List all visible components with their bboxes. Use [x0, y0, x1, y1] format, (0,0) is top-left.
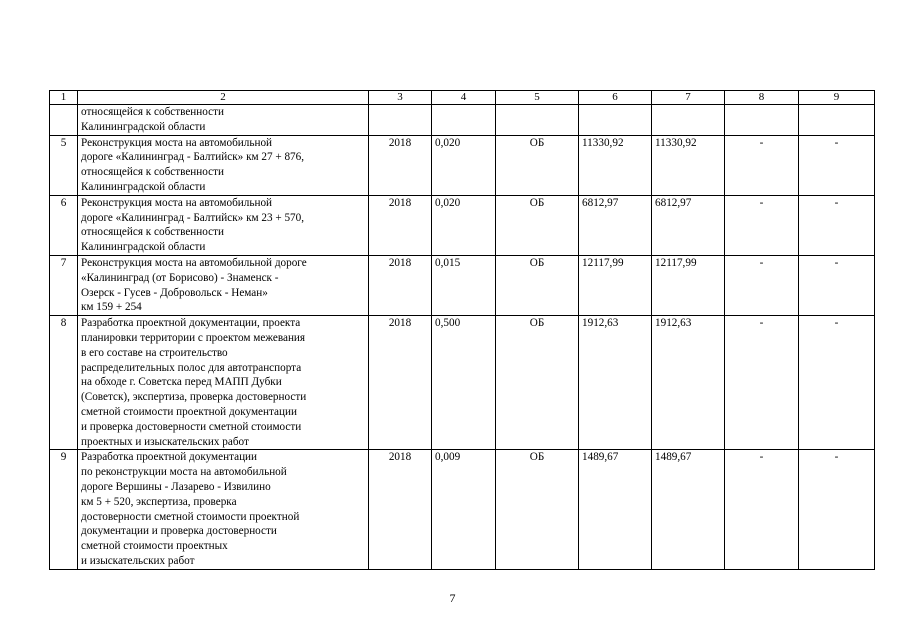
row-col9: - [799, 316, 875, 450]
row-description [78, 255, 369, 315]
row-number: 5 [50, 135, 78, 195]
row-number: 7 [50, 255, 78, 315]
row-source: ОБ [496, 195, 579, 255]
row-source: ОБ [496, 255, 579, 315]
description-line: проектных и изыскательских работ [81, 435, 249, 448]
row-col9: - [799, 255, 875, 315]
row-description [78, 105, 369, 136]
column-header: 3 [369, 91, 432, 105]
page-number: 7 [449, 591, 456, 605]
description-line: Разработка проектной документации, проекта [81, 317, 301, 330]
row-col6: 12117,99 [579, 255, 652, 315]
row-col7: 1912,63 [652, 316, 725, 450]
column-header: 6 [579, 91, 652, 105]
description-line: достоверности сметной стоимости проектной [81, 510, 300, 523]
column-header: 2 [78, 91, 369, 105]
description-line: «Калининград (от Борисово) - Знаменск - [81, 271, 279, 284]
row-col7: 12117,99 [652, 255, 725, 315]
row-year: 2018 [369, 195, 432, 255]
description-line: сметной стоимости проектных [81, 540, 228, 553]
description-line: Реконструкция моста на автомобильной [81, 136, 273, 149]
row-number: 6 [50, 195, 78, 255]
table-row [50, 450, 875, 569]
row-source: ОБ [496, 135, 579, 195]
row-col4: 0,009 [432, 450, 496, 569]
description-line: Калининградской области [81, 180, 206, 193]
description-line: Разработка проектной документации [81, 451, 258, 464]
row-year: 2018 [369, 255, 432, 315]
column-header: 7 [652, 91, 725, 105]
row-col4: 0,015 [432, 255, 496, 315]
description-line: относящейся к собственности [81, 166, 224, 179]
description-line: дороге Вершины - Лазарево - Извилино [81, 480, 271, 493]
description-line: и проверка достоверности сметной стоимости [81, 420, 302, 433]
row-col9: - [799, 135, 875, 195]
description-line: и изыскательских работ [81, 554, 195, 567]
description-line: в его составе на строительство [81, 346, 228, 359]
row-description [78, 450, 369, 569]
row-col8: - [725, 135, 799, 195]
data-table [49, 90, 875, 570]
table-row [50, 316, 875, 450]
description-line: относящейся к собственности [81, 106, 224, 118]
column-header: 5 [496, 91, 579, 105]
row-col8: - [725, 450, 799, 569]
row-source: ОБ [496, 316, 579, 450]
description-line: дороге «Калининград - Балтийск» км 27 + 876, [81, 151, 305, 164]
row-number [50, 105, 78, 136]
table-row [50, 135, 875, 195]
row-description [78, 316, 369, 450]
row-col8: - [725, 255, 799, 315]
description-line: Озерск - Гусев - Добровольск - Неман» [81, 286, 268, 299]
description-line: относящейся к собственности [81, 226, 224, 239]
row-col9 [799, 105, 875, 136]
description-line: распределительных полос для автотранспорта [81, 361, 302, 374]
row-number: 9 [50, 450, 78, 569]
description-line: км 5 + 520, экспертиза, проверка [81, 495, 237, 508]
row-col6: 1489,67 [579, 450, 652, 569]
row-col9: - [799, 450, 875, 569]
row-col4 [432, 105, 496, 136]
row-col6: 1912,63 [579, 316, 652, 450]
row-col7 [652, 105, 725, 136]
row-col4: 0,020 [432, 195, 496, 255]
row-col6 [579, 105, 652, 136]
description-line: км 159 + 254 [81, 301, 142, 314]
row-col7: 11330,92 [652, 135, 725, 195]
column-header: 9 [799, 91, 875, 105]
row-source [496, 105, 579, 136]
row-col7: 1489,67 [652, 450, 725, 569]
row-description [78, 135, 369, 195]
description-line: сметной стоимости проектной документации [81, 405, 297, 418]
table-row [50, 255, 875, 315]
table-body [50, 105, 875, 570]
row-col4: 0,500 [432, 316, 496, 450]
row-col6: 11330,92 [579, 135, 652, 195]
row-year [369, 105, 432, 136]
description-line: Калининградской области [81, 120, 206, 133]
description-line: планировки территории с проектом межевания [81, 331, 306, 344]
header-row [50, 91, 875, 105]
table-row [50, 195, 875, 255]
row-year: 2018 [369, 316, 432, 450]
row-number: 8 [50, 316, 78, 450]
row-col4: 0,020 [432, 135, 496, 195]
row-col8 [725, 105, 799, 136]
row-col8: - [725, 316, 799, 450]
description-line: Реконструкция моста на автомобильной [81, 196, 273, 209]
row-col8: - [725, 195, 799, 255]
description-line: Реконструкция моста на автомобильной дороге [81, 256, 307, 269]
column-header: 1 [50, 91, 78, 105]
column-header: 8 [725, 91, 799, 105]
row-year: 2018 [369, 450, 432, 569]
row-col9: - [799, 195, 875, 255]
description-line: на обходе г. Советска перед МАПП Дубки [81, 376, 282, 389]
description-line: Калининградской области [81, 241, 206, 254]
row-col7: 6812,97 [652, 195, 725, 255]
row-year: 2018 [369, 135, 432, 195]
description-line: (Советск), экспертиза, проверка достоверности [81, 391, 307, 404]
description-line: дороге «Калининград - Балтийск» км 23 + 570, [81, 211, 305, 224]
row-description [78, 195, 369, 255]
row-source: ОБ [496, 450, 579, 569]
column-header: 4 [432, 91, 496, 105]
row-col6: 6812,97 [579, 195, 652, 255]
table-row [50, 105, 875, 136]
description-line: по реконструкции моста на автомобильной [81, 466, 287, 479]
description-line: документации и проверка достоверности [81, 525, 277, 538]
